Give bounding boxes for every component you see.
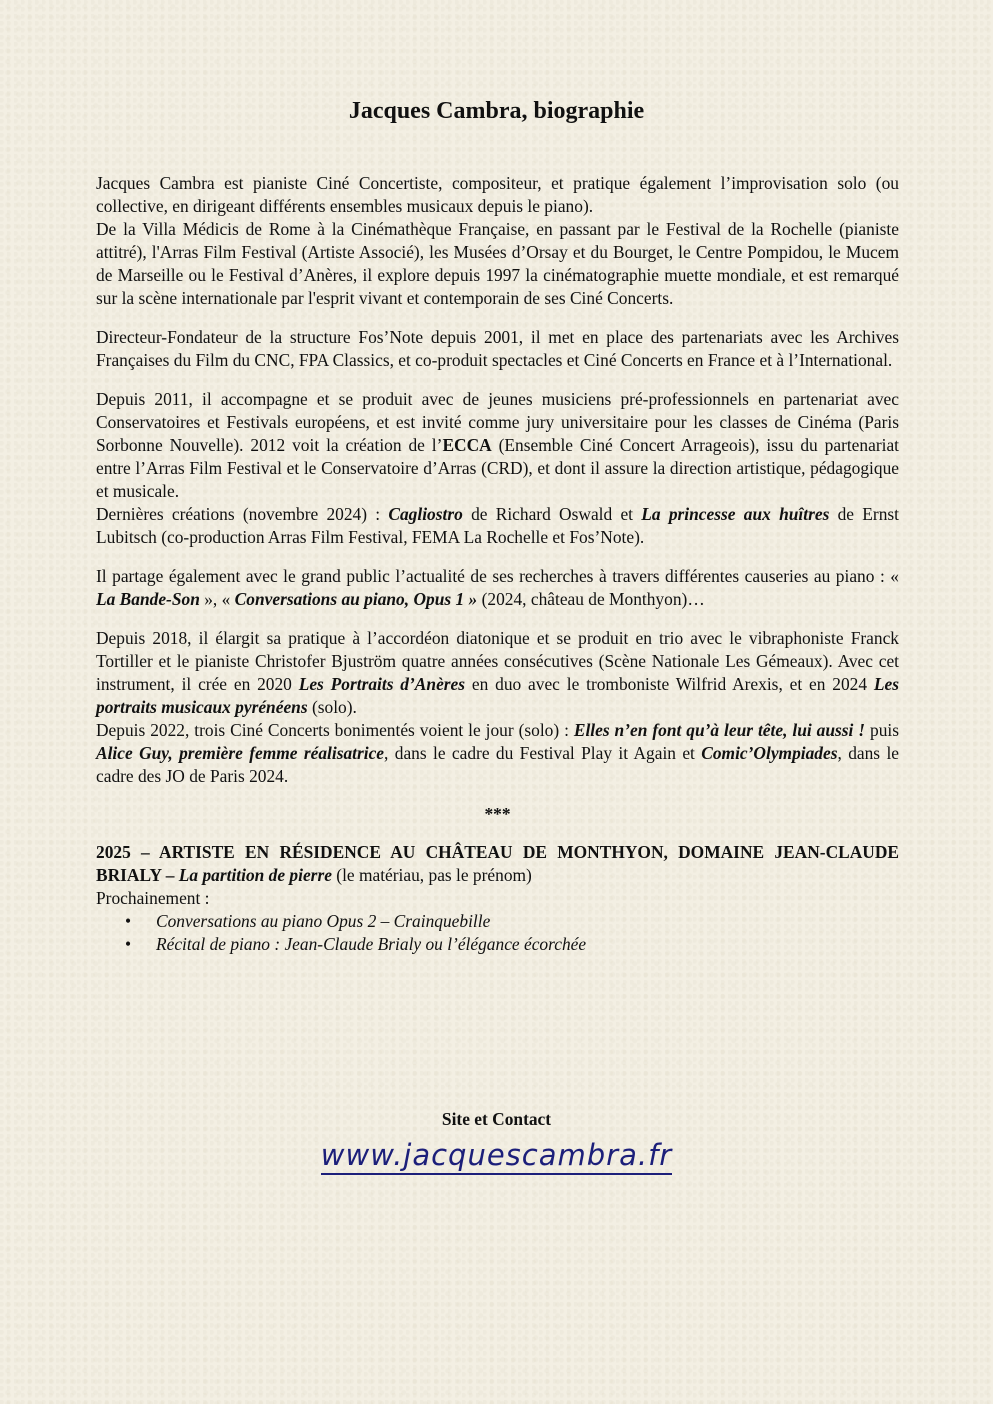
causeries-paragraph: Il partage également avec le grand public l’actualité de ses recherches à travers différentes causeries au piano : « La Bande-Son », « Conversations au piano, Opus 1 » (2024, château de Monthyon)… [96,566,899,609]
list-item: • Conversations au piano Opus 2 – Crainquebille [96,910,899,933]
website-link[interactable]: www.jacquescambra.fr [321,1138,672,1175]
biography-body [96,172,899,956]
residence-heading: 2025 – ARTISTE EN RÉSIDENCE AU CHÂTEAU DE MONTHYON, DOMAINE JEAN-CLAUDE BRIALY – La partition de pierre (le matériau, pas le prénom) [96,842,899,885]
show-title: Comic’Olympiades [701,743,838,763]
show-title: Elles n’en font qu’à leur tête, lui aussi ! [573,720,866,740]
film-title: Cagliostro [388,504,463,524]
ecca-paragraph: Depuis 2011, il accompagne et se produit avec de jeunes musiciens pré-professionnels en partenariat avec Conservatoires et Festivals européens, et est invité comme jury universitaire pour les classes de Cinéma (Paris Sorbonne Nouvelle). 2012 voit la création de l’ECCA (Ensemble Ciné Concert Arrageois), issu du partenariat entre l’Arras Film Festival et le Conservatoire d’Arras (CRD), et dont il assure la direction artistique, pédagogique et musicale. [96,389,899,501]
film-title: La princesse aux huîtres [641,504,830,524]
accordion-paragraph: Depuis 2018, il élargit sa pratique à l’accordéon diatonique et se produit en trio avec le vibraphoniste Franck Tortiller et le pianiste Christofer Bjuström quatre années consécutives (Scène Nationale Les Gémeaux). Avec cet instrument, il crée en 2020 Les Portraits d’Anères en duo avec le tromboniste Wilfrid Arexis, et en 2024 Les portraits musicaux pyrénéens (solo). [96,628,899,717]
show-title: Les portraits musicaux pyrénéens [96,674,899,717]
contact-label: Site et Contact [441,1109,552,1129]
show-title: La Bande-Son [96,589,200,609]
intro-paragraph [96,172,899,218]
ecca-label: ECCA [442,435,492,455]
cine-concerts-paragraph: Depuis 2022, trois Ciné Concerts bonimentés voient le jour (solo) : Elles n’en font qu’à leur tête, lui aussi ! puis Alice Guy, première femme réalisatrice, dans le cadre du Festival Play it Again et Comic’Olympiades, dans le cadre des JO de Paris 2024. [96,720,900,786]
residence-title: La partition de pierre [178,865,332,885]
section-separator: *** [484,804,511,824]
intro-sentence-1: Jacques Cambra est pianiste Ciné Concertiste, compositeur, et pratique également l’improvisation solo (ou collective, en dirigeant différents ensembles musicaux depuis le piano). [96,173,899,216]
upcoming-list [96,910,899,956]
latest-creations: Dernières créations (novembre 2024) : Cagliostro de Richard Oswald et La princesse aux huîtres de Ernst Lubitsch (co-production Arras Film Festival, FEMA La Rochelle et Fos’Note). [96,504,899,547]
show-title: Conversations au piano, Opus 1 » [234,589,478,609]
upcoming-label: Prochainement : [96,888,210,908]
list-item: • Récital de piano : Jean-Claude Brialy ou l’élégance écorchée [96,933,899,956]
page-title: Jacques Cambra, biographie [348,98,645,124]
intro-paragraph-venues: De la Villa Médicis de Rome à la Cinémathèque Française, en passant par le Festival de la Rochelle (pianiste attitré), l'Arras Film Festival (Artiste Associé), les Musées d’Orsay et du Bourget, le Centre Pompidou, le Mucem de Marseille ou le Festival d’Anères, il explore depuis 1997 la cinématographie muette mondiale, et est remarqué sur la scène internationale par l'esprit vivant et contemporain de ses Ciné Concerts. [96,219,899,308]
site-link-wrapper [0,1138,993,1172]
show-title: Les Portraits d’Anères [298,674,466,694]
show-title: Alice Guy, première femme réalisatrice [96,743,385,763]
fosnote-paragraph: Directeur-Fondateur de la structure Fos’Note depuis 2001, il met en place des partenariats avec les Archives Françaises du Film du CNC, FPA Classics, et co-produit spectacles et Ciné Concerts en France et à l’International. [96,327,899,370]
